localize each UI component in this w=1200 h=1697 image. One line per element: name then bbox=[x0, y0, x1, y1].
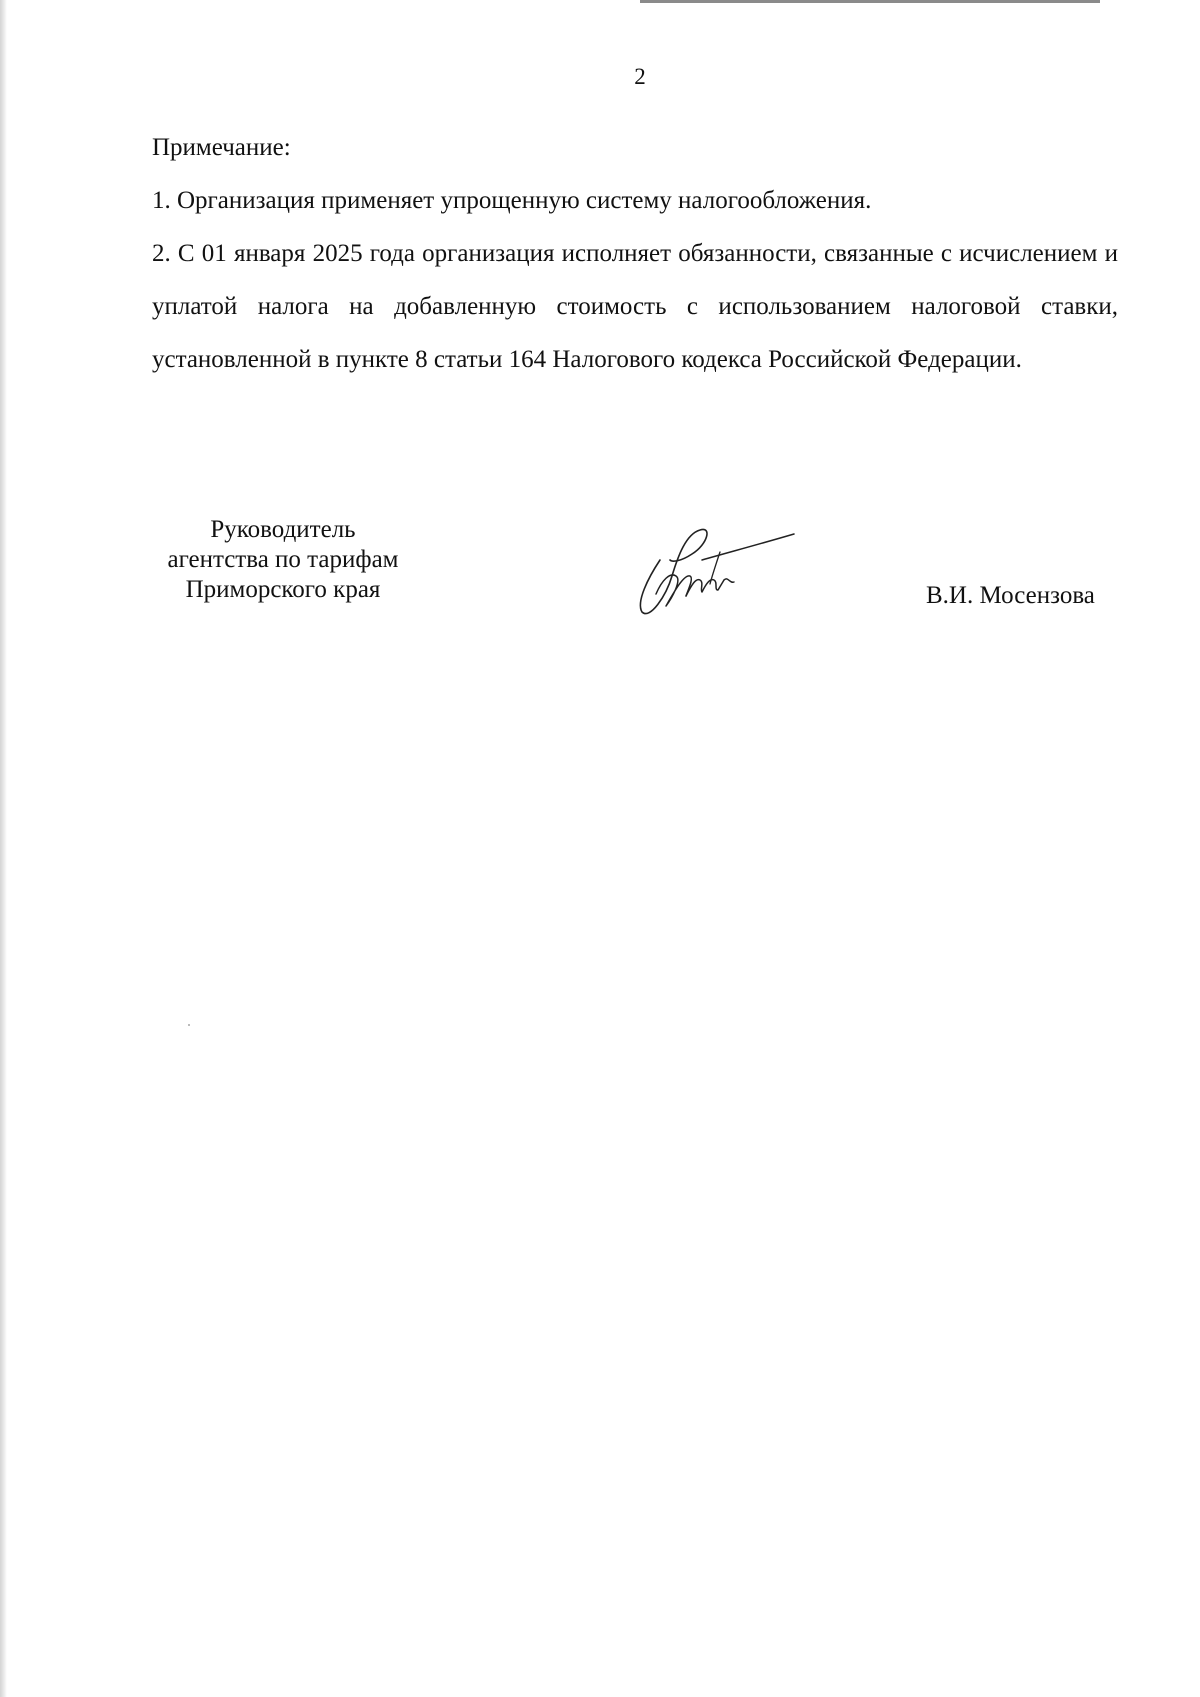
page-number: 2 bbox=[634, 64, 646, 89]
note-item-1: 1. Организация применяет упрощенную систему налогообложения. bbox=[152, 187, 872, 214]
position-line: Руководитель bbox=[210, 516, 356, 543]
scan-edge-left bbox=[0, 0, 7, 1697]
scan-speck bbox=[188, 1024, 190, 1026]
signatory-position bbox=[138, 515, 428, 605]
note-block bbox=[152, 121, 1118, 386]
note-item-2: 2. С 01 января 2025 года организация исполняет обязанности, связанные с исчислением и уплатой налога на добавленную стоимость с использованием налоговой ставки, установленной в пункте 8 статьи 164 Налогового кодекса Российской Федерации. bbox=[152, 240, 1118, 373]
position-line: агентства по тарифам bbox=[167, 546, 399, 573]
position-line: Приморского края bbox=[185, 576, 381, 603]
handwritten-signature bbox=[630, 520, 800, 620]
note-title: Примечание: bbox=[152, 134, 291, 161]
scan-edge-top bbox=[640, 0, 1100, 3]
signatory-name: В.И. Мосензова bbox=[926, 582, 1095, 609]
